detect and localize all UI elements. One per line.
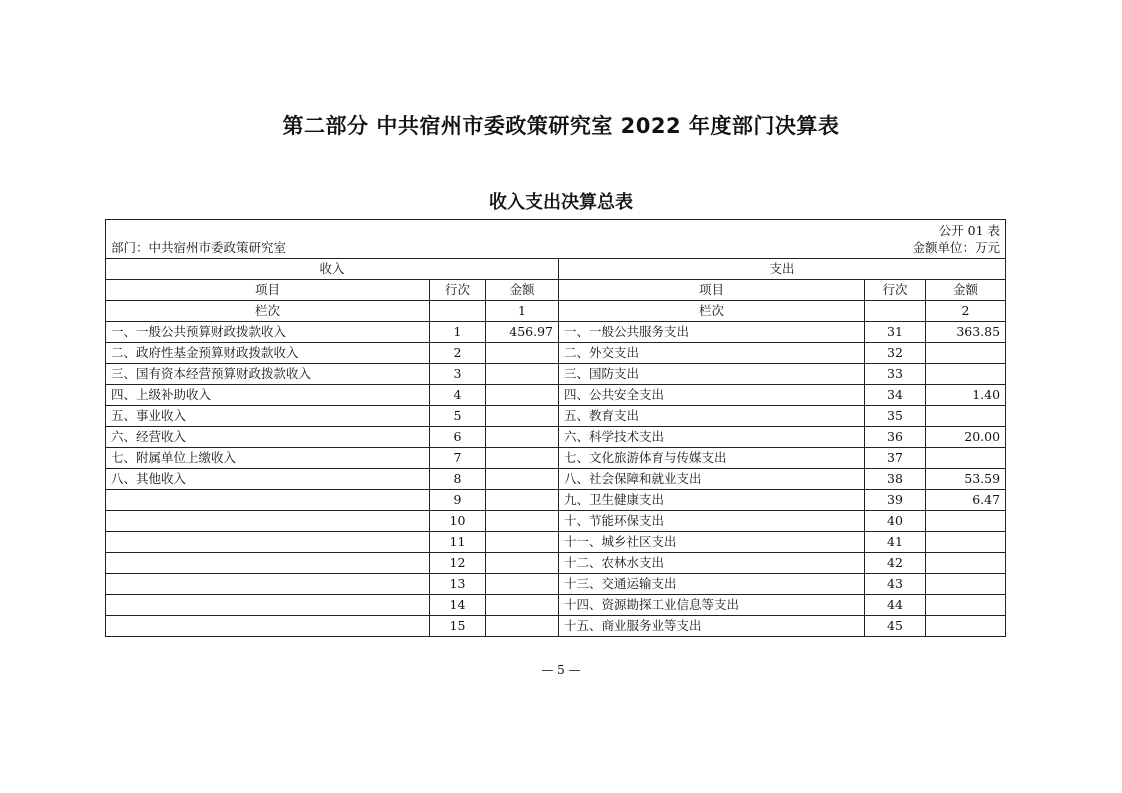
income-item-cell: 八、其他收入 bbox=[106, 469, 430, 490]
expense-item-cell: 八、社会保障和就业支出 bbox=[559, 469, 865, 490]
income-item-cell bbox=[106, 616, 430, 637]
expense-amount-cell bbox=[926, 343, 1006, 364]
expense-row-no-cell: 44 bbox=[865, 595, 926, 616]
expense-item-cell: 十五、商业服务业等支出 bbox=[559, 616, 865, 637]
expense-item-cell: 三、国防支出 bbox=[559, 364, 865, 385]
department-label: 部门：中共宿州市委政策研究室 bbox=[111, 240, 287, 255]
expense-amount-cell bbox=[926, 553, 1006, 574]
expense-item-cell: 二、外交支出 bbox=[559, 343, 865, 364]
expense-amount-cell: 20.00 bbox=[926, 427, 1006, 448]
expense-item-cell: 十、节能环保支出 bbox=[559, 511, 865, 532]
income-amount-cell bbox=[486, 406, 559, 427]
expense-col-label: 栏次 bbox=[559, 301, 865, 322]
expense-amount-cell bbox=[926, 364, 1006, 385]
income-row-no-cell: 2 bbox=[430, 343, 486, 364]
expense-amount-cell: 363.85 bbox=[926, 322, 1006, 343]
expense-row-no-cell: 43 bbox=[865, 574, 926, 595]
income-item-cell: 一、一般公共预算财政拨款收入 bbox=[106, 322, 430, 343]
table-row bbox=[106, 490, 1006, 511]
income-item-cell bbox=[106, 532, 430, 553]
table-row bbox=[106, 364, 1006, 385]
income-item-cell: 六、经营收入 bbox=[106, 427, 430, 448]
expense-item-cell: 五、教育支出 bbox=[559, 406, 865, 427]
budget-table bbox=[105, 219, 1006, 637]
part-title: 第二部分 中共宿州市委政策研究室 2022 年度部门决算表 bbox=[282, 114, 840, 138]
expense-row-no-cell: 37 bbox=[865, 448, 926, 469]
income-item-cell: 四、上级补助收入 bbox=[106, 385, 430, 406]
table-row bbox=[106, 448, 1006, 469]
table-row bbox=[106, 322, 1006, 343]
income-amount-cell bbox=[486, 595, 559, 616]
table-row bbox=[106, 511, 1006, 532]
table-row bbox=[106, 469, 1006, 490]
income-amount-cell bbox=[486, 532, 559, 553]
table-meta bbox=[106, 220, 1006, 259]
expense-amount-cell bbox=[926, 595, 1006, 616]
income-item-cell bbox=[106, 490, 430, 511]
table-row bbox=[106, 595, 1006, 616]
income-row-no-cell: 9 bbox=[430, 490, 486, 511]
income-row-no-cell: 1 bbox=[430, 322, 486, 343]
income-row-no-cell: 7 bbox=[430, 448, 486, 469]
expense-col-empty bbox=[865, 301, 926, 322]
income-row-no-cell: 15 bbox=[430, 616, 486, 637]
table-row bbox=[106, 532, 1006, 553]
expense-amount-cell: 53.59 bbox=[926, 469, 1006, 490]
table-title: 收入支出决算总表 bbox=[489, 192, 633, 213]
income-row-no-cell: 4 bbox=[430, 385, 486, 406]
expense-item-header: 项目 bbox=[559, 280, 865, 301]
expense-item-cell: 九、卫生健康支出 bbox=[559, 490, 865, 511]
section-header-row bbox=[106, 259, 1006, 280]
income-row-no-cell: 3 bbox=[430, 364, 486, 385]
income-amount-cell bbox=[486, 343, 559, 364]
page-number: — 5 — bbox=[541, 663, 581, 677]
income-item-cell: 三、国有资本经营预算财政拨款收入 bbox=[106, 364, 430, 385]
expense-item-cell: 四、公共安全支出 bbox=[559, 385, 865, 406]
table-row bbox=[106, 427, 1006, 448]
expense-item-cell: 十三、交通运输支出 bbox=[559, 574, 865, 595]
income-amount-cell bbox=[486, 490, 559, 511]
expense-amount-cell bbox=[926, 511, 1006, 532]
expense-row-no-cell: 39 bbox=[865, 490, 926, 511]
expense-amount-cell bbox=[926, 616, 1006, 637]
table-row bbox=[106, 343, 1006, 364]
expense-amount-cell bbox=[926, 574, 1006, 595]
expense-amount-cell: 6.47 bbox=[926, 490, 1006, 511]
expense-amount-cell: 1.40 bbox=[926, 385, 1006, 406]
expense-row-no-cell: 42 bbox=[865, 553, 926, 574]
column-header-row bbox=[106, 280, 1006, 301]
income-item-cell: 七、附属单位上缴收入 bbox=[106, 448, 430, 469]
expense-amount-header: 金额 bbox=[926, 280, 1006, 301]
income-item-cell: 五、事业收入 bbox=[106, 406, 430, 427]
expense-row-no-header: 行次 bbox=[865, 280, 926, 301]
table-row bbox=[106, 406, 1006, 427]
expense-amount-cell bbox=[926, 532, 1006, 553]
expense-item-cell: 七、文化旅游体育与传媒支出 bbox=[559, 448, 865, 469]
income-header: 收入 bbox=[106, 259, 559, 280]
expense-row-no-cell: 35 bbox=[865, 406, 926, 427]
income-amount-cell bbox=[486, 574, 559, 595]
expense-item-cell: 十二、农林水支出 bbox=[559, 553, 865, 574]
income-amount-cell bbox=[486, 385, 559, 406]
expense-item-cell: 十四、资源勘探工业信息等支出 bbox=[559, 595, 865, 616]
income-row-no-cell: 5 bbox=[430, 406, 486, 427]
table-row bbox=[106, 385, 1006, 406]
income-col-empty bbox=[430, 301, 486, 322]
income-amount-cell bbox=[486, 469, 559, 490]
expense-item-cell: 一、一般公共服务支出 bbox=[559, 322, 865, 343]
income-item-cell bbox=[106, 574, 430, 595]
expense-item-cell: 十一、城乡社区支出 bbox=[559, 532, 865, 553]
income-item-cell: 二、政府性基金预算财政拨款收入 bbox=[106, 343, 430, 364]
income-item-cell bbox=[106, 595, 430, 616]
expense-row-no-cell: 45 bbox=[865, 616, 926, 637]
expense-col-number: 2 bbox=[926, 301, 1006, 322]
expense-amount-cell bbox=[926, 448, 1006, 469]
income-col-label: 栏次 bbox=[106, 301, 430, 322]
income-amount-cell bbox=[486, 364, 559, 385]
income-row-no-header: 行次 bbox=[430, 280, 486, 301]
expense-amount-cell bbox=[926, 406, 1006, 427]
expense-row-no-cell: 32 bbox=[865, 343, 926, 364]
income-row-no-cell: 13 bbox=[430, 574, 486, 595]
income-row-no-cell: 6 bbox=[430, 427, 486, 448]
income-amount-cell bbox=[486, 427, 559, 448]
expense-row-no-cell: 41 bbox=[865, 532, 926, 553]
income-amount-cell bbox=[486, 616, 559, 637]
income-col-number: 1 bbox=[486, 301, 559, 322]
expense-row-no-cell: 36 bbox=[865, 427, 926, 448]
income-row-no-cell: 11 bbox=[430, 532, 486, 553]
income-item-cell bbox=[106, 553, 430, 574]
expense-item-cell: 六、科学技术支出 bbox=[559, 427, 865, 448]
income-row-no-cell: 8 bbox=[430, 469, 486, 490]
table-row bbox=[106, 574, 1006, 595]
meta-row bbox=[106, 220, 1006, 259]
income-amount-cell: 456.97 bbox=[486, 322, 559, 343]
income-amount-header: 金额 bbox=[486, 280, 559, 301]
income-amount-cell bbox=[486, 553, 559, 574]
income-amount-cell bbox=[486, 448, 559, 469]
income-item-header: 项目 bbox=[106, 280, 430, 301]
income-row-no-cell: 14 bbox=[430, 595, 486, 616]
income-item-cell bbox=[106, 511, 430, 532]
expense-row-no-cell: 38 bbox=[865, 469, 926, 490]
expense-row-no-cell: 33 bbox=[865, 364, 926, 385]
income-row-no-cell: 10 bbox=[430, 511, 486, 532]
column-number-row bbox=[106, 301, 1006, 322]
income-row-no-cell: 12 bbox=[430, 553, 486, 574]
expense-row-no-cell: 31 bbox=[865, 322, 926, 343]
expense-row-no-cell: 40 bbox=[865, 511, 926, 532]
expense-row-no-cell: 34 bbox=[865, 385, 926, 406]
form-number: 公开 01 表 bbox=[938, 223, 1001, 238]
unit-label: 金额单位：万元 bbox=[912, 240, 1001, 255]
income-amount-cell bbox=[486, 511, 559, 532]
expense-header: 支出 bbox=[559, 259, 1006, 280]
table-row bbox=[106, 616, 1006, 637]
table-row bbox=[106, 553, 1006, 574]
